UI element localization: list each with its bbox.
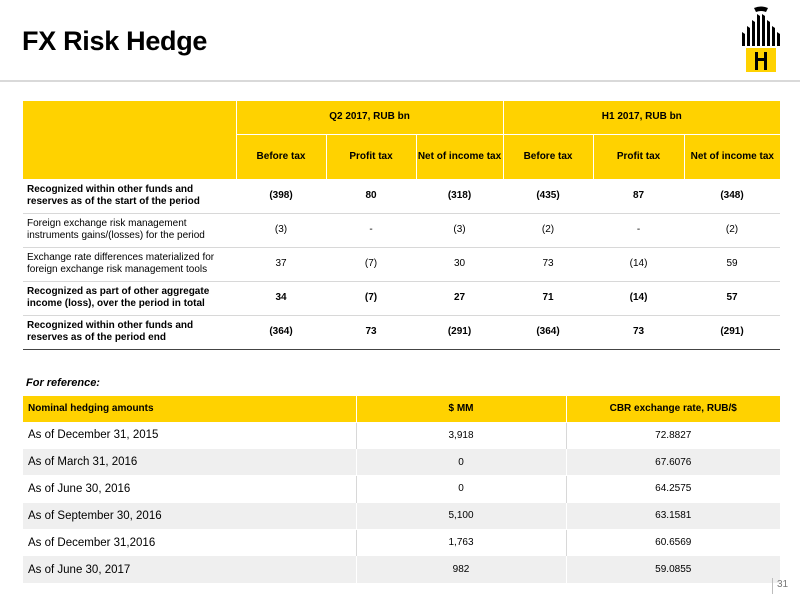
amount-cell: 0 [356,476,566,503]
page-number: 31 [777,579,789,590]
table-cell: 27 [416,281,503,315]
group-header-q2: Q2 2017, RUB bn [236,101,503,134]
table-row [23,213,780,247]
date-cell: As of June 30, 2016 [23,476,356,503]
table-cell: (364) [236,315,326,349]
reference-label: For reference: [26,377,100,389]
column-header: $ MM [356,396,566,422]
table-cell: - [326,213,416,247]
table-cell: (291) [684,315,780,349]
row-label: Recognized as part of other aggregate income (loss), over the period in total [23,281,236,315]
table-row [23,315,780,349]
table-cell: (2) [684,213,780,247]
column-header: Net of income tax [416,134,503,179]
table-cell: - [593,213,684,247]
date-cell: As of December 31,2016 [23,529,356,556]
rate-cell: 59.0855 [566,556,780,583]
column-header: CBR exchange rate, RUB/$ [566,396,780,422]
table-cell: 80 [365,189,377,201]
table-cell: 73 [326,315,416,349]
column-header: Before tax [236,134,326,179]
table-cell: (398) [269,189,293,201]
table-cell: 87 [632,189,645,201]
table-cell: (7) [326,281,416,315]
corner-header-cell [23,101,236,179]
table-row [23,476,780,503]
table-cell: (7) [326,247,416,281]
amount-cell: 5,100 [356,502,566,529]
table-cell: (291) [416,315,503,349]
table-cell: (318) [447,189,472,201]
date-cell: As of September 30, 2016 [23,502,356,529]
column-header: Nominal hedging amounts [23,396,356,422]
table-cell: 73 [593,315,684,349]
fx-hedge-table [23,101,780,350]
row-label: Recognized within other funds and reserves as of the start of the period [27,183,200,207]
table-cell: 37 [236,247,326,281]
column-header: Before tax [503,134,593,179]
table-row [23,422,780,449]
row-label: Exchange rate differences materialized for foreign exchange risk management tools [23,247,236,281]
column-header: Net of income tax [684,134,780,179]
rate-cell: 72.8827 [566,422,780,449]
date-cell: As of June 30, 2017 [23,556,356,583]
rosneft-logo-icon [736,6,786,74]
table-cell: (2) [503,213,593,247]
row-label: Recognized within other funds and reserves as of the period end [23,315,236,349]
table-cell: 59 [684,247,780,281]
table-cell: (14) [593,247,684,281]
table-row [23,449,780,476]
amount-cell: 3,918 [356,422,566,449]
amount-cell: 982 [356,556,566,583]
rate-cell: 67.6076 [566,449,780,476]
page-title: FX Risk Hedge [22,26,208,56]
date-cell: As of March 31, 2016 [23,449,356,476]
table-cell: 30 [416,247,503,281]
table-cell: (3) [236,213,326,247]
table-cell: 71 [503,281,593,315]
rate-cell: 64.2575 [566,476,780,503]
table-row [23,502,780,529]
table-row [23,529,780,556]
amount-cell: 0 [356,449,566,476]
table-row [23,556,780,583]
group-header-h1: H1 2017, RUB bn [503,101,780,134]
hedging-amounts-table [23,396,780,583]
rate-cell: 63.1581 [566,502,780,529]
header-divider [0,80,800,82]
table-cell: (364) [503,315,593,349]
table-row [23,247,780,281]
table-cell: (3) [416,213,503,247]
column-header: Profit tax [593,134,684,179]
amount-cell: 1,763 [356,529,566,556]
rate-cell: 60.6569 [566,529,780,556]
table-cell: 73 [503,247,593,281]
column-header: Profit tax [326,134,416,179]
table-cell: (14) [593,281,684,315]
table-cell: (435) [536,189,560,201]
date-cell: As of December 31, 2015 [23,422,356,449]
page-number-divider [772,578,773,594]
table-cell: (348) [720,189,744,201]
table-cell: 34 [236,281,326,315]
row-label: Foreign exchange risk management instruments gains/(losses) for the period [23,213,236,247]
table-row [23,281,780,315]
table-row [23,179,780,213]
table-cell: 57 [684,281,780,315]
